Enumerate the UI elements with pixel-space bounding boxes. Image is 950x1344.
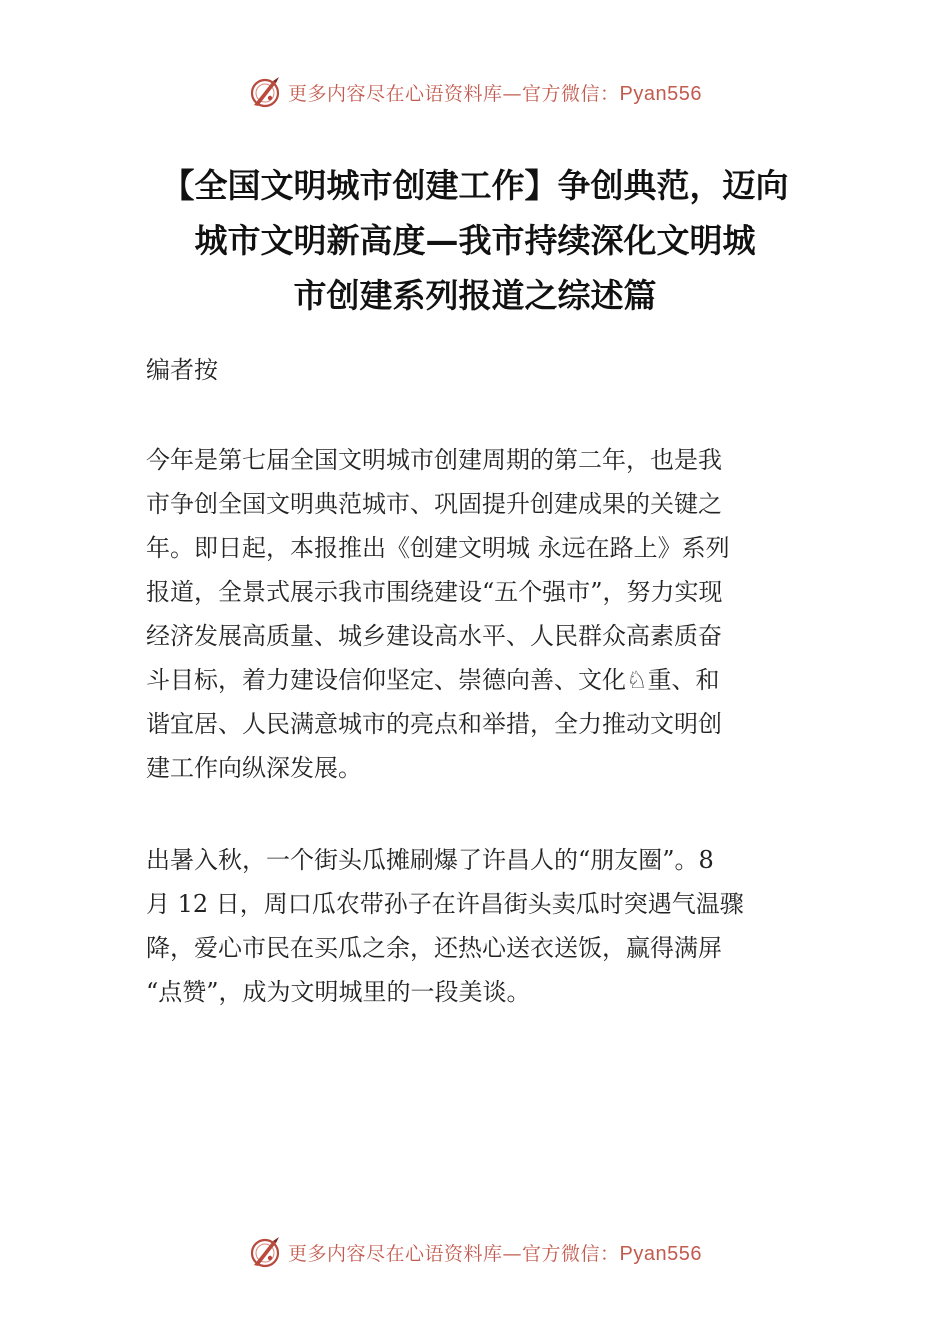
banner-text: 更多内容尽在心语资料库—官方微信：Pyan556 — [288, 82, 702, 105]
paragraph-line: “点赞”，成为文明城里的一段美谈。 — [146, 978, 531, 1006]
paragraph-editor-note — [146, 438, 810, 790]
title-line: 【全国文明城市创建工作】争创典范，迈向 — [161, 166, 789, 205]
editor-note-label: 编者按 — [146, 356, 218, 384]
paragraph-line: 经济发展高质量、城乡建设高水平、人民群众高素质奋 — [146, 622, 722, 650]
article-title — [120, 158, 830, 323]
paragraph-line: 年。即日起，本报推出《创建文明城 永远在路上》系列 — [146, 534, 730, 562]
paragraph-line: 月 12 日，周口瓜农带孙子在许昌街头卖瓜时突遇气温骤 — [146, 890, 744, 918]
wechat-handle: Pyan556 — [619, 82, 702, 105]
paragraph-line: 谐宜居、人民满意城市的亮点和举措，全力推动文明创 — [146, 710, 722, 738]
paragraph-line: 市争创全国文明典范城市、巩固提升创建成果的关键之 — [146, 490, 722, 518]
title-line: 市创建系列报道之综述篇 — [293, 276, 657, 315]
footer-banner — [0, 1232, 950, 1272]
paragraph-story — [146, 838, 810, 1014]
paragraph-line: 出暑入秋，一个街头瓜摊刷爆了许昌人的“朋友圈”。8 — [146, 846, 714, 874]
paragraph-line: 报道，全景式展示我市围绕建设“五个强市”，努力实现 — [146, 578, 723, 606]
quill-seal-logo-icon — [248, 75, 282, 109]
quill-seal-logo-icon — [248, 1235, 282, 1269]
paragraph-line: 建工作向纵深发展。 — [146, 754, 362, 782]
header-banner — [0, 72, 950, 112]
paragraph-line: 今年是第七届全国文明城市创建周期的第二年，也是我 — [146, 446, 722, 474]
paragraph-line: 降，爱心市民在买瓜之余，还热心送衣送饭，赢得满屏 — [146, 934, 722, 962]
title-line: 城市文明新高度—我市持续深化文明城 — [194, 221, 756, 260]
banner-text: 更多内容尽在心语资料库—官方微信：Pyan556 — [288, 1242, 702, 1265]
paragraph-line: 斗目标，着力建设信仰坚定、崇德向善、文化♘重、和 — [146, 666, 720, 694]
wechat-handle: Pyan556 — [619, 1242, 702, 1265]
